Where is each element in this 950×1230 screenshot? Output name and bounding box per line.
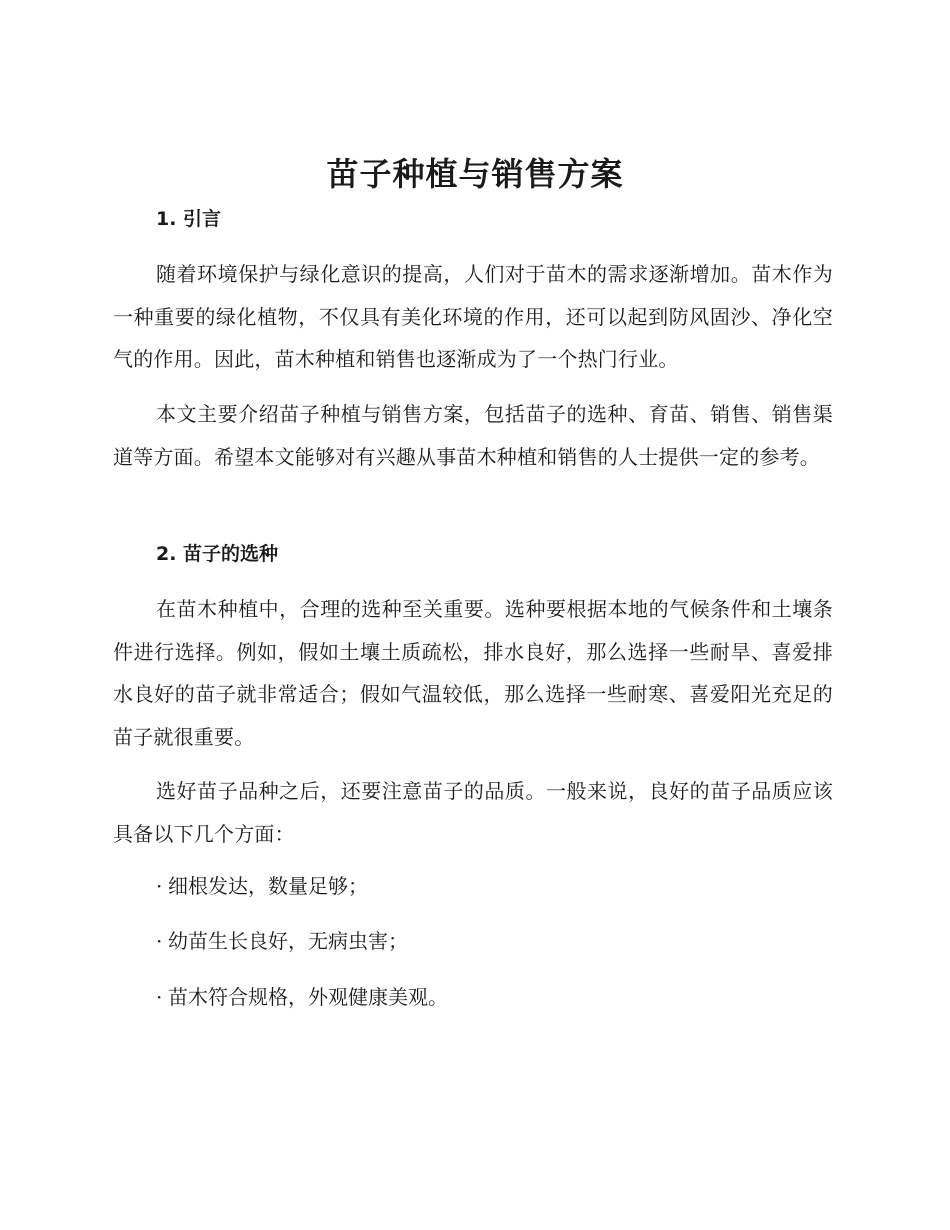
bullet-marker: · (156, 874, 163, 898)
section-heading-introduction: 1. 引言 (156, 208, 222, 230)
paragraph-selection-2: 选好苗子品种之后，还要注意苗子的品质。一般来说，良好的苗子品质应该具备以下几个方面： (113, 779, 833, 846)
paragraph-selection-1: 在苗木种植中，合理的选种至关重要。选种要根据本地的气候条件和土壤条件进行选择。例如，假如土壤土质疏松，排水良好，那么选择一些耐旱、喜爱排水良好的苗子就非常适合；假如气温较低，那么选择一些耐寒、喜爱阳光充足的苗子就很重要。 (113, 597, 833, 749)
paragraph-intro-1: 随着环境保护与绿化意识的提高，人们对于苗木的需求逐渐增加。苗木作为一种重要的绿化植物，不仅具有美化环境的作用，还可以起到防风固沙、净化空气的作用。因此，苗木种植和销售也逐渐成为了一个热门行业。 (113, 262, 833, 371)
list-item (156, 982, 448, 1012)
list-item-text: 苗木符合规格，外观健康美观。 (168, 985, 448, 1009)
document-title: 苗子种植与销售方案 (326, 155, 624, 193)
list-item-text: 幼苗生长良好，无病虫害； (168, 929, 408, 953)
list-item (156, 871, 368, 901)
bullet-marker: · (156, 929, 163, 953)
list-item-text: 细根发达，数量足够； (168, 874, 368, 898)
paragraph-intro-2: 本文主要介绍苗子种植与销售方案，包括苗子的选种、育苗、销售、销售渠道等方面。希望本文能够对有兴趣从事苗木种植和销售的人士提供一定的参考。 (113, 402, 833, 469)
section-heading-seed-selection: 2. 苗子的选种 (156, 543, 279, 565)
list-item (156, 926, 408, 956)
bullet-marker: · (156, 985, 163, 1009)
